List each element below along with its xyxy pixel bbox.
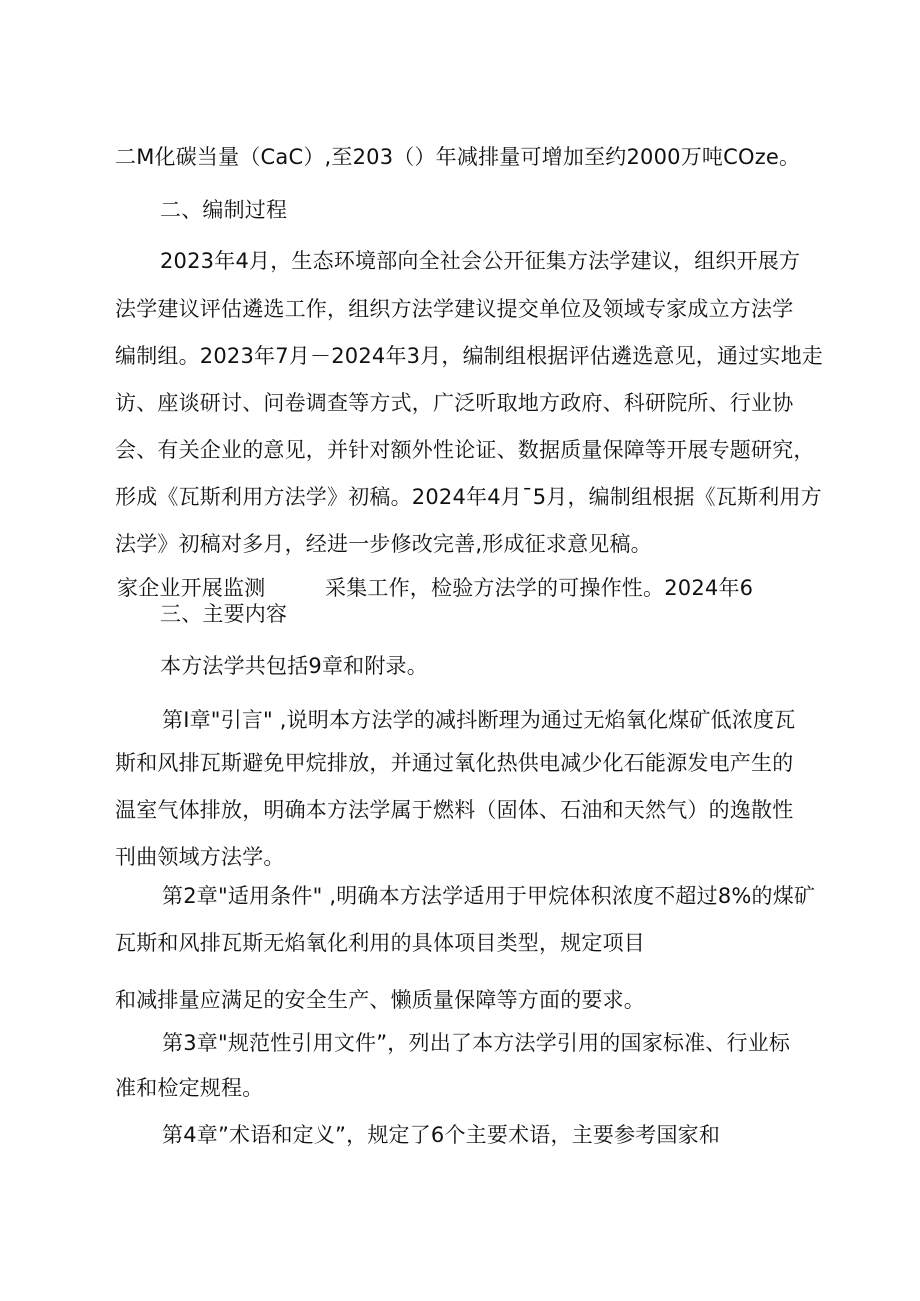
paragraph-line: 会、有关企业的意见，并针对额外性论证、数据质量保障等开展专题研究，	[115, 438, 815, 462]
paragraph-line: 温室气体排放，明确本方法学属于燃料（固体、石油和天然气）的逸散性	[115, 798, 794, 822]
paragraph-line: 法学建议评估遴选工作，组织方法学建议提交单位及领域专家成立方法学	[115, 297, 794, 321]
paragraph-line: 法学》初稿对多月，经进一步修改完善,形成征求意见稿。	[115, 532, 652, 556]
paragraph-line: 瓦斯和风排瓦斯无焰氧化利用的具体项目类型，规定项目	[115, 931, 645, 955]
paragraph-line: 2023年4月，生态环境部向全社会公开征集方法学建议，组织开展方	[160, 249, 801, 273]
paragraph-line: 家企业开展监测	[117, 576, 266, 600]
paragraph-line: 本方法学共包括9章和附录。	[160, 654, 428, 678]
paragraph-line: 编制组。2023年7月－2024年3月，编制组根据评估遴选意见，通过实地走	[115, 344, 824, 368]
section-heading: 三、主要内容	[160, 602, 288, 626]
paragraph-line: 二M化碳当量（CaC）,至203（）年减排量可增加至约2000万吨COze。	[115, 145, 801, 169]
paragraph-line: 和减排量应满足的安全生产、懒质量保障等方面的要求。	[115, 988, 645, 1012]
paragraph-line: 刊曲领域方法学。	[115, 845, 285, 869]
paragraph-line: 形成《瓦斯利用方法学》初稿。2024年4月¯5月，编制组根据《瓦斯利用方	[115, 485, 822, 509]
paragraph-line: 斯和风排瓦斯避免甲烷排放，并通过氧化热供电减少化石能源发电产生的	[115, 751, 794, 775]
paragraph-line: 访、座谈研讨、问卷调查等方式，广泛听取地方政府、科研院所、行业协	[115, 391, 794, 415]
paragraph-line: 第I章"引言" ,说明本方法学的减抖断理为通过无焰氧化煤矿低浓度瓦	[162, 708, 796, 732]
section-heading: 二、编制过程	[160, 198, 288, 222]
paragraph-line: 第2章"适用条件" ,明确本方法学适用于甲烷体积浓度不超过8%的煤矿	[162, 884, 816, 908]
paragraph-line: 第4章”术语和定义”，规定了6个主要术语，主要参考国家和	[162, 1123, 721, 1147]
paragraph-line: 第3章"规范性引用文件”，列出了本方法学引用的国家标准、行业标	[162, 1031, 791, 1055]
paragraph-line: 采集工作，检验方法学的可操作性。2024年6	[325, 576, 754, 600]
paragraph-line: 准和检定规程。	[115, 1076, 264, 1100]
